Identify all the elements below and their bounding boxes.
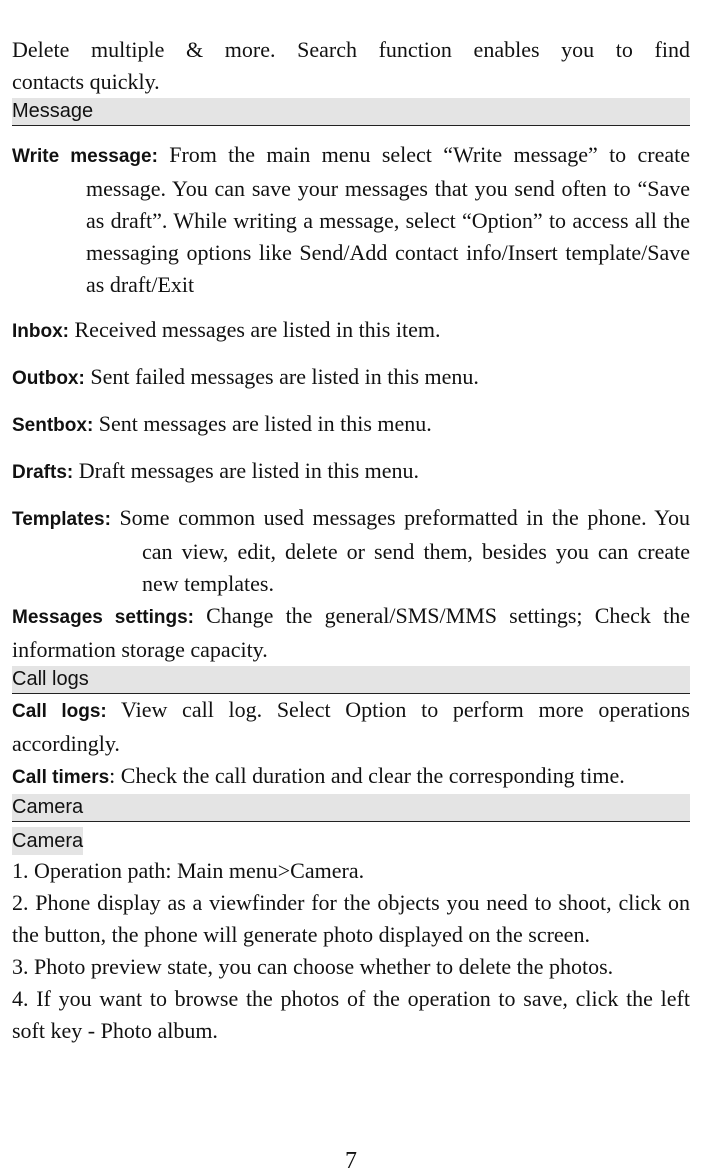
drafts-label: Drafts: [12,462,74,483]
call-timers-text: : Check the call duration and clear the corresponding time. [109,763,625,788]
templates-label: Templates: [12,509,111,530]
inbox-label: Inbox: [12,321,69,342]
inbox-text: Received messages are listed in this item. [69,317,441,342]
page-number: 7 [345,1148,357,1174]
intro-line-2: contacts quickly. [12,69,160,94]
sentbox-label: Sentbox: [12,415,94,436]
camera-step-2: 2. Phone display as a viewfinder for the objects you need to shoot, click on the button, the phone will generate photo displayed on the screen. [12,890,690,947]
intro-line-1: Delete multiple & more. Search function enables you to find [12,37,690,62]
inbox-item [12,314,690,348]
write-message-item [12,139,690,301]
camera-step-3: 3. Photo preview state, you can choose whether to delete the photos. [12,954,614,979]
call-timers-label: Call timers [12,767,110,788]
sentbox-text: Sent messages are listed in this menu. [93,411,432,436]
call-timers-item [12,760,690,794]
messages-settings-item [12,600,690,666]
subsection-header-camera: Camera [12,827,83,855]
manual-page [12,34,690,1047]
section-header-message: Message [12,98,690,126]
outbox-item [12,361,690,395]
section-header-call-logs: Call logs [12,666,690,694]
camera-step-1: 1. Operation path: Main menu>Camera. [12,858,365,883]
outbox-text: Sent failed messages are listed in this menu. [84,364,479,389]
call-logs-item [12,694,690,760]
messages-settings-text: Change the general/SMS/MMS settings; Check the information storage capacity. [12,603,690,662]
section-header-camera: Camera [12,794,690,822]
write-message-label: Write message: [12,146,158,167]
call-logs-label: Call logs: [12,701,107,722]
write-message-text: From the main menu select “Write message” to create message. You can save your messages that you send often to “Save as draft”. While writing a message, select “Option” to access all the messaging options like Send/Add contact info/Insert template/Save as draft/Exit [86,142,690,297]
call-logs-text: View call log. Select Option to perform more operations accordingly. [12,697,690,756]
camera-step-4: 4. If you want to browse the photos of the operation to save, click the left soft key - Photo album. [12,986,690,1043]
templates-text: Some common used messages preformatted in the phone. You can view, edit, delete or send them, besides you can create new templates. [110,505,690,596]
sentbox-item [12,408,690,442]
messages-settings-label: Messages settings: [12,607,194,628]
drafts-text: Draft messages are listed in this menu. [73,458,420,483]
templates-item [12,502,690,600]
drafts-item [12,455,690,489]
outbox-label: Outbox: [12,368,85,389]
